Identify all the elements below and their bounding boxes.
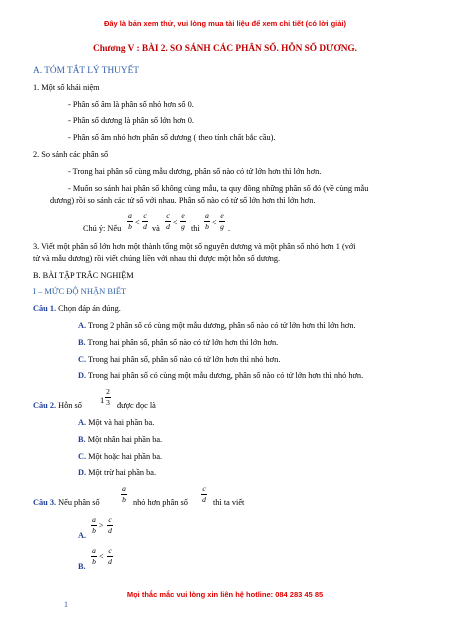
fraction-c-d-2 <box>165 212 171 230</box>
fraction-c-d-q3 <box>201 485 207 503</box>
question-text: Nếu phân số <box>58 498 100 507</box>
page-number: 1 <box>64 600 68 609</box>
fraction-c-d <box>142 212 148 230</box>
numerator: e <box>181 211 185 220</box>
item-1-heading: 1. Một số khái niệm <box>33 83 100 92</box>
section-b-heading: B. BÀI TẬP TRẮC NGHIỆM <box>33 271 134 280</box>
mixed-number-whole: 1 <box>100 395 105 405</box>
denominator: b <box>92 556 96 566</box>
question-label: Câu 3. <box>33 498 57 507</box>
note-prefix: Chú ý: Nếu <box>83 224 122 233</box>
option-text: Trong 2 phân số có cùng một mẫu dương, phân số nào có tử lớn hơn thì lớn hơn. <box>88 321 356 330</box>
q3-option-b-fraction-right <box>107 547 113 565</box>
option-letter: B. <box>78 435 86 444</box>
less-than-symbol: < <box>99 552 104 561</box>
option-letter: D. <box>78 371 87 380</box>
note-then: thì <box>191 224 200 233</box>
q1-option-a[interactable] <box>78 321 356 330</box>
less-than-symbol: < <box>212 218 217 227</box>
question-1 <box>33 304 121 313</box>
numerator: c <box>108 546 112 555</box>
option-text: Trong hai phân số có cùng một mẫu dương, phân số nào có tử lớn hơn thì nhỏ hơn. <box>88 371 364 380</box>
q2-option-b[interactable] <box>78 435 162 444</box>
fraction-a-b <box>127 212 133 230</box>
denominator: b <box>205 221 209 231</box>
numerator: c <box>143 211 147 220</box>
q3-option-a-letter[interactable]: A. <box>78 531 87 540</box>
item-2-line-1: - Trong hai phân số cùng mẫu dương, phân số nào có tử lớn hơn thì lớn hơn. <box>68 167 322 176</box>
q1-option-c[interactable] <box>78 355 280 364</box>
option-text: Một nhân hai phần ba. <box>87 435 163 444</box>
option-letter: B. <box>78 338 86 347</box>
denominator: g <box>181 221 185 231</box>
option-text: Trong hai phân số, phân số nào có tử lớn hơn thì lớn hơn. <box>87 338 279 347</box>
denominator: d <box>108 525 112 535</box>
q2-option-a[interactable] <box>78 418 154 427</box>
q1-option-d[interactable] <box>78 371 363 380</box>
level-heading: I – MỨC ĐỘ NHẬN BIẾT <box>33 286 127 296</box>
fraction-e-g-2 <box>219 212 225 230</box>
q3-option-a-fraction-right <box>107 516 113 534</box>
denominator: d <box>108 556 112 566</box>
numerator: c <box>108 515 112 524</box>
option-letter: A. <box>78 418 87 427</box>
question-2-text-after: được đọc là <box>117 401 156 410</box>
denominator: d <box>143 221 147 231</box>
denominator: b <box>122 494 126 504</box>
note-end: . <box>228 224 231 233</box>
fraction-a-b-q3 <box>121 485 127 503</box>
less-than-symbol: < <box>135 218 140 227</box>
denominator: g <box>220 221 224 231</box>
option-text: Trong hai phân số, phân số nào có tử lớn hơn thì nhỏ hơn. <box>88 355 281 364</box>
option-letter: C. <box>78 355 87 364</box>
numerator: a <box>92 515 96 524</box>
item-2-line-2a: - Muốn so sánh hai phân số không cùng mẫu, ta quy đồng những phân số đó (về cùng mẫu <box>68 184 369 193</box>
denominator: d <box>202 494 206 504</box>
q3-option-a-fraction-left <box>91 516 97 534</box>
item-1-line-1: - Phân số âm là phân số nhỏ hơn số 0. <box>68 100 194 109</box>
denominator: b <box>128 221 132 231</box>
item-3-line-a: 3. Viết một phân số lớn hơn một thành tổng một số nguyên dương và một phân số nhỏ hơn 1 (với <box>33 242 356 251</box>
fraction-e-g <box>180 212 186 230</box>
section-a-heading: A. TÓM TẮT LÝ THUYẾT <box>33 66 139 76</box>
numerator: 2 <box>106 387 110 396</box>
note-and: và <box>152 224 160 233</box>
denominator: d <box>166 221 170 231</box>
chapter-title: Chương V : BÀI 2. SO SÁNH CÁC PHÂN SỐ. HỖN SỐ DƯƠNG. <box>93 44 357 54</box>
preview-banner: Đây là bản xem thử, vui lòng mua tài liệu để xem chi tiết (có lời giải) <box>103 19 347 28</box>
q3-option-b-letter[interactable]: B. <box>78 562 86 571</box>
fraction-a-b-2 <box>204 212 210 230</box>
item-2-heading: 2. So sánh các phân số <box>33 150 109 159</box>
q2-option-c[interactable] <box>78 452 162 461</box>
question-3 <box>33 498 100 507</box>
question-3-text-mid: nhỏ hơn phân số <box>133 498 188 507</box>
option-letter: A. <box>78 321 87 330</box>
question-label: Câu 1. <box>33 304 57 313</box>
q2-option-d[interactable] <box>78 468 156 477</box>
option-text: Một trừ hai phần ba. <box>88 468 157 477</box>
item-1-line-3: - Phân số âm nhỏ hơn phân số dương ( theo tính chất bắc cầu). <box>68 133 276 142</box>
question-text: Hỗn số <box>58 401 82 410</box>
option-letter: D. <box>78 468 87 477</box>
question-text: Chọn đáp án đúng. <box>58 304 121 313</box>
numerator: a <box>122 484 126 493</box>
question-3-text-after: thì ta viết <box>213 498 245 507</box>
question-2 <box>33 401 82 410</box>
numerator: a <box>92 546 96 555</box>
numerator: c <box>202 484 206 493</box>
q3-option-b-fraction-left <box>91 547 97 565</box>
option-text: Một hoặc hai phần ba. <box>88 452 163 461</box>
mixed-number-fraction <box>105 388 111 406</box>
numerator: a <box>128 211 132 220</box>
q1-option-b[interactable] <box>78 338 278 347</box>
denominator: 3 <box>106 397 110 407</box>
item-1-line-2: - Phân số dương là phân số lớn hơn 0. <box>68 116 194 125</box>
less-than-symbol: < <box>173 218 178 227</box>
option-text: Một và hai phần ba. <box>88 418 155 427</box>
numerator: c <box>166 211 170 220</box>
footer-hotline: Mọi thắc mắc vui lòng xin liên hệ hotline: 084 283 45 85 <box>126 590 324 599</box>
option-letter: C. <box>78 452 87 461</box>
question-label: Câu 2. <box>33 401 57 410</box>
greater-than-symbol: > <box>99 521 104 530</box>
numerator: e <box>220 211 224 220</box>
denominator: b <box>92 525 96 535</box>
item-2-line-2b: dương) rồi so sánh các tử số với nhau. Phân số nào có tử số lớn hơn thì lớn hơn. <box>50 196 316 205</box>
item-3-line-b: tử và mẫu dương) rồi viết chúng liền với nhau thì được một hỗn số dương. <box>33 254 281 263</box>
numerator: a <box>205 211 209 220</box>
